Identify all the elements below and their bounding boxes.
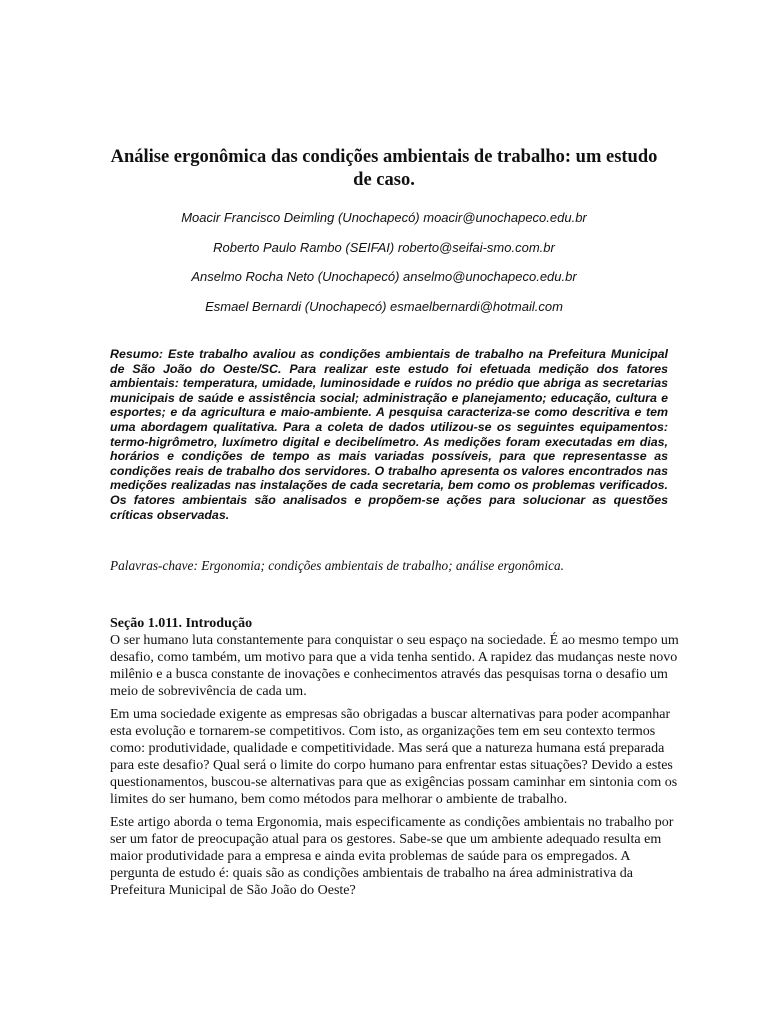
- introduction-section: [110, 615, 680, 905]
- author-line: Roberto Paulo Rambo (SEIFAI) roberto@seifai-smo.com.br: [213, 239, 555, 255]
- author-line: Anselmo Rocha Neto (Unochapecó) anselmo@unochapeco.edu.br: [191, 269, 577, 284]
- paper-title: Análise ergonômica das condições ambientais de trabalho: um estudo de caso.: [110, 147, 658, 190]
- keywords: Palavras-chave: Ergonomia; condições ambientais de trabalho; análise ergonômica.: [110, 558, 564, 573]
- section-heading: Seção 1.011. Introdução: [110, 616, 253, 631]
- paragraph: Em uma sociedade exigente as empresas são obrigadas a buscar alternativas para poder acompanhar esta evolução e tornarem-se competitivos. Com isto, as organizações tem em seu contexto termos como: produtividade, qualidade e competitividade. Mas será que a natureza humana está preparada para este desafio? Qual será o limite do corpo humano para enfrentar estas situações? Devido a estes questionamentos, buscou-se alternativas para que as exigências possam caminhar em sintonia com os limites do ser humano, bem como métodos para melhorar o ambiente de trabalho.: [110, 707, 678, 807]
- abstract: Resumo: Este trabalho avaliou as condições ambientais de trabalho na Prefeitura Municipal de São João do Oeste/SC. Para realizar este estudo foi efetuada medição dos fatores ambientais: temperatura, umidade, luminosidade e ruídos no prédio que abriga as secretarias municipais de saúde e assistência social; administração e planejamento; educação, cultura e esportes; e da agricultura e maio-ambiente. A pesquisa caracteriza-se como descritiva e tem uma abordagem qualitativa. Para a coleta de dados utilizou-se os seguintes equipamentos: termo-higrômetro, luxímetro digital e decibelímetro. As medições foram executadas em dias, horários e condições de tempo as mais variadas possíveis, para que representasse as condições reais de trabalho dos servidores. O trabalho apresenta os valores encontrados nas medições realizadas nas instalações de cada secretaria, bem como os problemas verificados. Os fatores ambientais são analisados e propõem-se ações para solucionar as questões críticas observadas.: [110, 347, 668, 522]
- author-list: [110, 209, 658, 327]
- paragraph: Este artigo aborda o tema Ergonomia, mais especificamente as condições ambientais no trabalho por ser um fator de preocupação atual para os gestores. Sabe-se que um ambiente adequado resulta em maior produtividade para a empresa e ainda evita problemas de saúde para os empregados. A pergunta de estudo é: quais são as condições ambientais de trabalho na área administrativa da Prefeitura Municipal de São João do Oeste?: [110, 815, 674, 898]
- author-line: Moacir Francisco Deimling (Unochapecó) moacir@unochapeco.edu.br: [181, 210, 587, 225]
- author-line: Esmael Bernardi (Unochapecó) esmaelbernardi@hotmail.com: [205, 298, 563, 314]
- paragraph: O ser humano luta constantemente para conquistar o seu espaço na sociedade. É ao mesmo tempo um desafio, como também, um motivo para que a vida tenha sentido. A rapidez das mudanças neste novo milênio e a busca constante de inovações e conhecimentos através das pesquisas torna o desafio um meio de sobrevivência de cada um.: [110, 633, 679, 699]
